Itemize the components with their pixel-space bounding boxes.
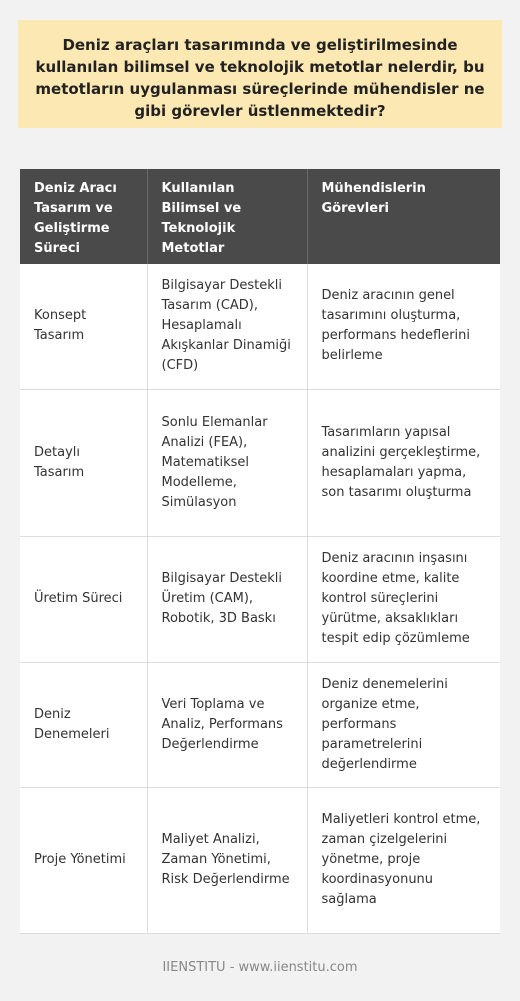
tasks-cell: Tasarımların yapısal analizini gerçekleştirme, hesaplamaları yapma, son tasarımı oluşturma xyxy=(307,389,500,536)
column-header-engineer-tasks: Mühendislerin Görevleri xyxy=(307,169,500,264)
table-row xyxy=(20,536,500,662)
page-title: Deniz araçları tasarımında ve geliştirilmesinde kullanılan bilimsel ve teknolojik metotlar nelerdir, bu metotların uygulanması süreçlerinde mühendisler ne gibi görevler üstlenmektedir? xyxy=(18,20,502,128)
methods-cell: Bilgisayar Destekli Üretim (CAM), Robotik, 3D Baskı xyxy=(147,536,307,662)
process-cell: Konsept Tasarım xyxy=(20,264,147,389)
process-cell: Proje Yönetimi xyxy=(20,787,147,933)
column-header-methods: Kullanılan Bilimsel ve Teknolojik Metotlar xyxy=(147,169,307,264)
process-cell: Deniz Denemeleri xyxy=(20,662,147,787)
methods-table xyxy=(20,169,500,934)
footer-credit: IIENSTITU - www.iienstitu.com xyxy=(162,960,358,975)
column-header-process: Deniz Aracı Tasarım ve Geliştirme Süreci xyxy=(20,169,147,264)
process-cell: Detaylı Tasarım xyxy=(20,389,147,536)
methods-cell: Maliyet Analizi, Zaman Yönetimi, Risk Değerlendirme xyxy=(147,787,307,933)
table-header-row xyxy=(20,169,500,264)
methods-cell: Veri Toplama ve Analiz, Performans Değerlendirme xyxy=(147,662,307,787)
tasks-cell: Deniz aracının genel tasarımını oluşturma, performans hedeflerini belirleme xyxy=(307,264,500,389)
tasks-cell: Deniz aracının inşasını koordine etme, kalite kontrol süreçlerini yürütme, aksaklıkları tespit edip çözümleme xyxy=(307,536,500,662)
methods-cell: Sonlu Elemanlar Analizi (FEA), Matematiksel Modelleme, Simülasyon xyxy=(147,389,307,536)
tasks-cell: Deniz denemelerini organize etme, performans parametrelerini değerlendirme xyxy=(307,662,500,787)
table-row xyxy=(20,787,500,933)
table-row xyxy=(20,264,500,389)
process-cell: Üretim Süreci xyxy=(20,536,147,662)
tasks-cell: Maliyetleri kontrol etme, zaman çizelgelerini yönetme, proje koordinasyonunu sağlama xyxy=(307,787,500,933)
methods-cell: Bilgisayar Destekli Tasarım (CAD), Hesaplamalı Akışkanlar Dinamiği (CFD) xyxy=(147,264,307,389)
table-row xyxy=(20,389,500,536)
table-row xyxy=(20,662,500,787)
